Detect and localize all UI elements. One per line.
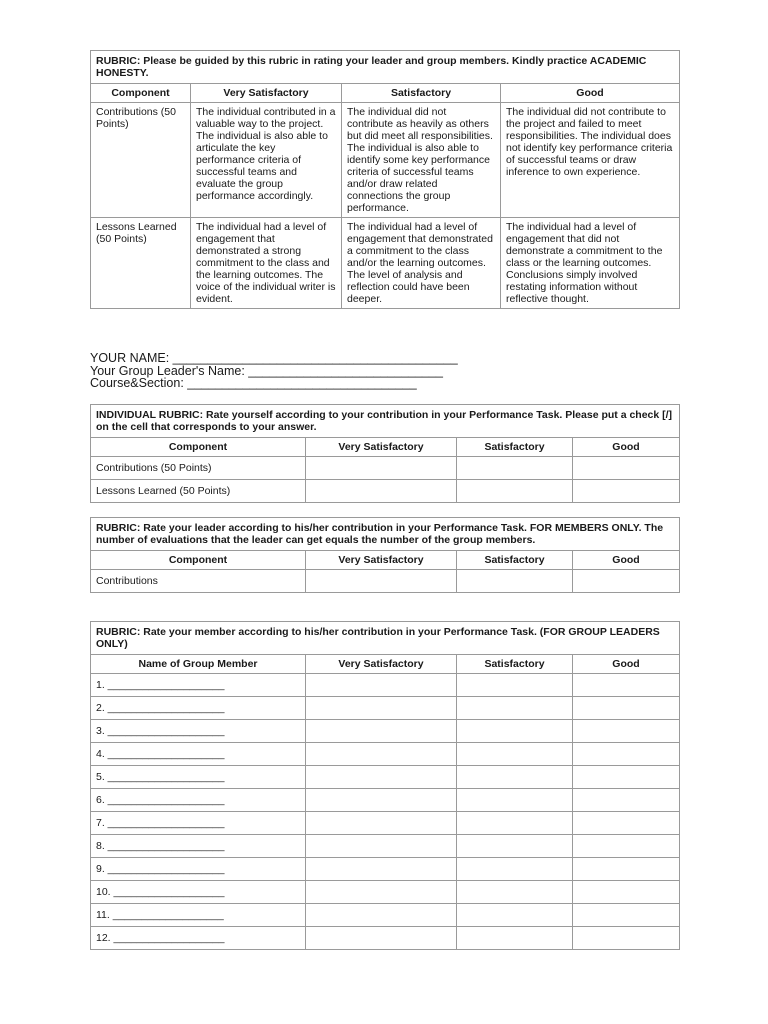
table-row <box>91 697 680 720</box>
header-very-satisfactory: Very Satisfactory <box>306 655 457 674</box>
course-section-field[interactable]: Course&Section: _________________________________ <box>90 376 417 390</box>
member-name-field[interactable]: 8. ____________________ <box>91 835 306 858</box>
header-very-satisfactory: Very Satisfactory <box>191 84 342 103</box>
cell-very-satisfactory: The individual contributed in a valuable way to the project. The individual is also able to articulate the key performance criteria of successful teams and evaluate the group performance accordingly. <box>191 103 342 218</box>
check-cell-satisfactory[interactable] <box>457 697 573 720</box>
table-row <box>91 858 680 881</box>
check-cell-very-satisfactory[interactable] <box>306 720 457 743</box>
check-cell-very-satisfactory[interactable] <box>306 835 457 858</box>
check-cell-good[interactable] <box>573 904 680 927</box>
table-row <box>91 904 680 927</box>
header-satisfactory: Satisfactory <box>342 84 501 103</box>
table-row <box>91 457 680 480</box>
member-name-field[interactable]: 4. ____________________ <box>91 743 306 766</box>
table-row <box>91 812 680 835</box>
check-cell-good[interactable] <box>573 766 680 789</box>
check-cell-good[interactable] <box>573 480 680 503</box>
check-cell-good[interactable] <box>573 881 680 904</box>
header-good: Good <box>573 551 680 570</box>
check-cell-very-satisfactory[interactable] <box>306 766 457 789</box>
rubric-table <box>90 50 680 309</box>
check-cell-very-satisfactory[interactable] <box>306 457 457 480</box>
member-name-field[interactable]: 6. ____________________ <box>91 789 306 812</box>
member-name-field[interactable]: 3. ____________________ <box>91 720 306 743</box>
row-component: Lessons Learned (50 Points) <box>91 218 191 309</box>
table-row <box>91 674 680 697</box>
member-name-field[interactable]: 9. ____________________ <box>91 858 306 881</box>
table-row <box>91 766 680 789</box>
member-rubric-title: RUBRIC: Rate your member according to his/her contribution in your Performance Task. (FOR GROUP LEADERS ONLY) <box>91 622 680 655</box>
check-cell-very-satisfactory[interactable] <box>306 570 457 593</box>
check-cell-good[interactable] <box>573 858 680 881</box>
check-cell-satisfactory[interactable] <box>457 570 573 593</box>
check-cell-satisfactory[interactable] <box>457 743 573 766</box>
row-component: Contributions (50 Points) <box>91 103 191 218</box>
header-member-name: Name of Group Member <box>91 655 306 674</box>
check-cell-very-satisfactory[interactable] <box>306 904 457 927</box>
check-cell-good[interactable] <box>573 720 680 743</box>
check-cell-good[interactable] <box>573 812 680 835</box>
check-cell-good[interactable] <box>573 789 680 812</box>
cell-satisfactory: The individual had a level of engagement that demonstrated a commitment to the class and/or the learning outcomes. The level of analysis and reflection could have been deeper. <box>342 218 501 309</box>
check-cell-satisfactory[interactable] <box>457 858 573 881</box>
row-component: Contributions <box>91 570 306 593</box>
your-name-field[interactable]: YOUR NAME: _________________________________________ <box>90 351 458 365</box>
member-name-field[interactable]: 11. ___________________ <box>91 904 306 927</box>
header-component: Component <box>91 551 306 570</box>
row-component: Lessons Learned (50 Points) <box>91 480 306 503</box>
check-cell-satisfactory[interactable] <box>457 457 573 480</box>
rubric-title: RUBRIC: Please be guided by this rubric in rating your leader and group members. Kindly practice ACADEMIC HONESTY. <box>91 51 680 84</box>
check-cell-good[interactable] <box>573 457 680 480</box>
member-rubric-table <box>90 621 680 950</box>
check-cell-good[interactable] <box>573 835 680 858</box>
header-component: Component <box>91 84 191 103</box>
header-very-satisfactory: Very Satisfactory <box>306 438 457 457</box>
check-cell-satisfactory[interactable] <box>457 835 573 858</box>
check-cell-good[interactable] <box>573 570 680 593</box>
header-satisfactory: Satisfactory <box>457 438 573 457</box>
member-name-field[interactable]: 7. ____________________ <box>91 812 306 835</box>
check-cell-satisfactory[interactable] <box>457 766 573 789</box>
header-good: Good <box>573 655 680 674</box>
member-name-field[interactable]: 12. ___________________ <box>91 927 306 950</box>
table-row <box>91 789 680 812</box>
member-name-field[interactable]: 10. ___________________ <box>91 881 306 904</box>
rubric-row <box>91 218 680 309</box>
check-cell-very-satisfactory[interactable] <box>306 812 457 835</box>
member-name-field[interactable]: 2. ____________________ <box>91 697 306 720</box>
check-cell-very-satisfactory[interactable] <box>306 789 457 812</box>
table-row <box>91 743 680 766</box>
header-good: Good <box>573 438 680 457</box>
table-row <box>91 480 680 503</box>
check-cell-very-satisfactory[interactable] <box>306 743 457 766</box>
check-cell-good[interactable] <box>573 674 680 697</box>
check-cell-good[interactable] <box>573 927 680 950</box>
student-info <box>90 352 458 390</box>
table-row <box>91 927 680 950</box>
cell-good: The individual did not contribute to the project and failed to meet responsibilities. The individual does not identify key performance criteria of successful teams or draw inference to own experience. <box>501 103 680 218</box>
check-cell-good[interactable] <box>573 743 680 766</box>
check-cell-satisfactory[interactable] <box>457 812 573 835</box>
member-name-field[interactable]: 5. ____________________ <box>91 766 306 789</box>
cell-satisfactory: The individual did not contribute as heavily as others but did meet all responsibilities. The individual is also able to identify some key performance criteria of successful teams and/or draw related connections the group performance. <box>342 103 501 218</box>
check-cell-very-satisfactory[interactable] <box>306 927 457 950</box>
check-cell-satisfactory[interactable] <box>457 674 573 697</box>
leader-rubric-title: RUBRIC: Rate your leader according to his/her contribution in your Performance Task. FOR MEMBERS ONLY. The number of evaluations that the leader can get equals the number of the group members. <box>91 518 680 551</box>
check-cell-very-satisfactory[interactable] <box>306 858 457 881</box>
check-cell-satisfactory[interactable] <box>457 881 573 904</box>
check-cell-satisfactory[interactable] <box>457 480 573 503</box>
leader-name-field[interactable]: Your Group Leader's Name: ____________________________ <box>90 363 443 378</box>
header-component: Component <box>91 438 306 457</box>
cell-good: The individual had a level of engagement that did not demonstrate a commitment to the class or the learning outcomes. Conclusions simply involved restating information without reflective thought. <box>501 218 680 309</box>
check-cell-very-satisfactory[interactable] <box>306 881 457 904</box>
table-row <box>91 570 680 593</box>
check-cell-satisfactory[interactable] <box>457 789 573 812</box>
row-component: Contributions (50 Points) <box>91 457 306 480</box>
header-satisfactory: Satisfactory <box>457 551 573 570</box>
header-good: Good <box>501 84 680 103</box>
check-cell-satisfactory[interactable] <box>457 720 573 743</box>
cell-very-satisfactory: The individual had a level of engagement that demonstrated a strong commitment to the class and the learning outcomes. The voice of the individual writer is evident. <box>191 218 342 309</box>
check-cell-very-satisfactory[interactable] <box>306 480 457 503</box>
check-cell-satisfactory[interactable] <box>457 927 573 950</box>
rubric-row <box>91 103 680 218</box>
individual-rubric-title: INDIVIDUAL RUBRIC: Rate yourself according to your contribution in your Performance Task. Please put a check [/] on the cell that corresponds to your answer. <box>91 405 680 438</box>
table-row <box>91 835 680 858</box>
leader-rubric-table <box>90 517 680 593</box>
member-name-field[interactable]: 1. ____________________ <box>91 674 306 697</box>
check-cell-satisfactory[interactable] <box>457 904 573 927</box>
check-cell-very-satisfactory[interactable] <box>306 674 457 697</box>
header-satisfactory: Satisfactory <box>457 655 573 674</box>
table-row <box>91 881 680 904</box>
check-cell-very-satisfactory[interactable] <box>306 697 457 720</box>
header-very-satisfactory: Very Satisfactory <box>306 551 457 570</box>
individual-rubric-table <box>90 404 680 503</box>
check-cell-good[interactable] <box>573 697 680 720</box>
table-row <box>91 720 680 743</box>
